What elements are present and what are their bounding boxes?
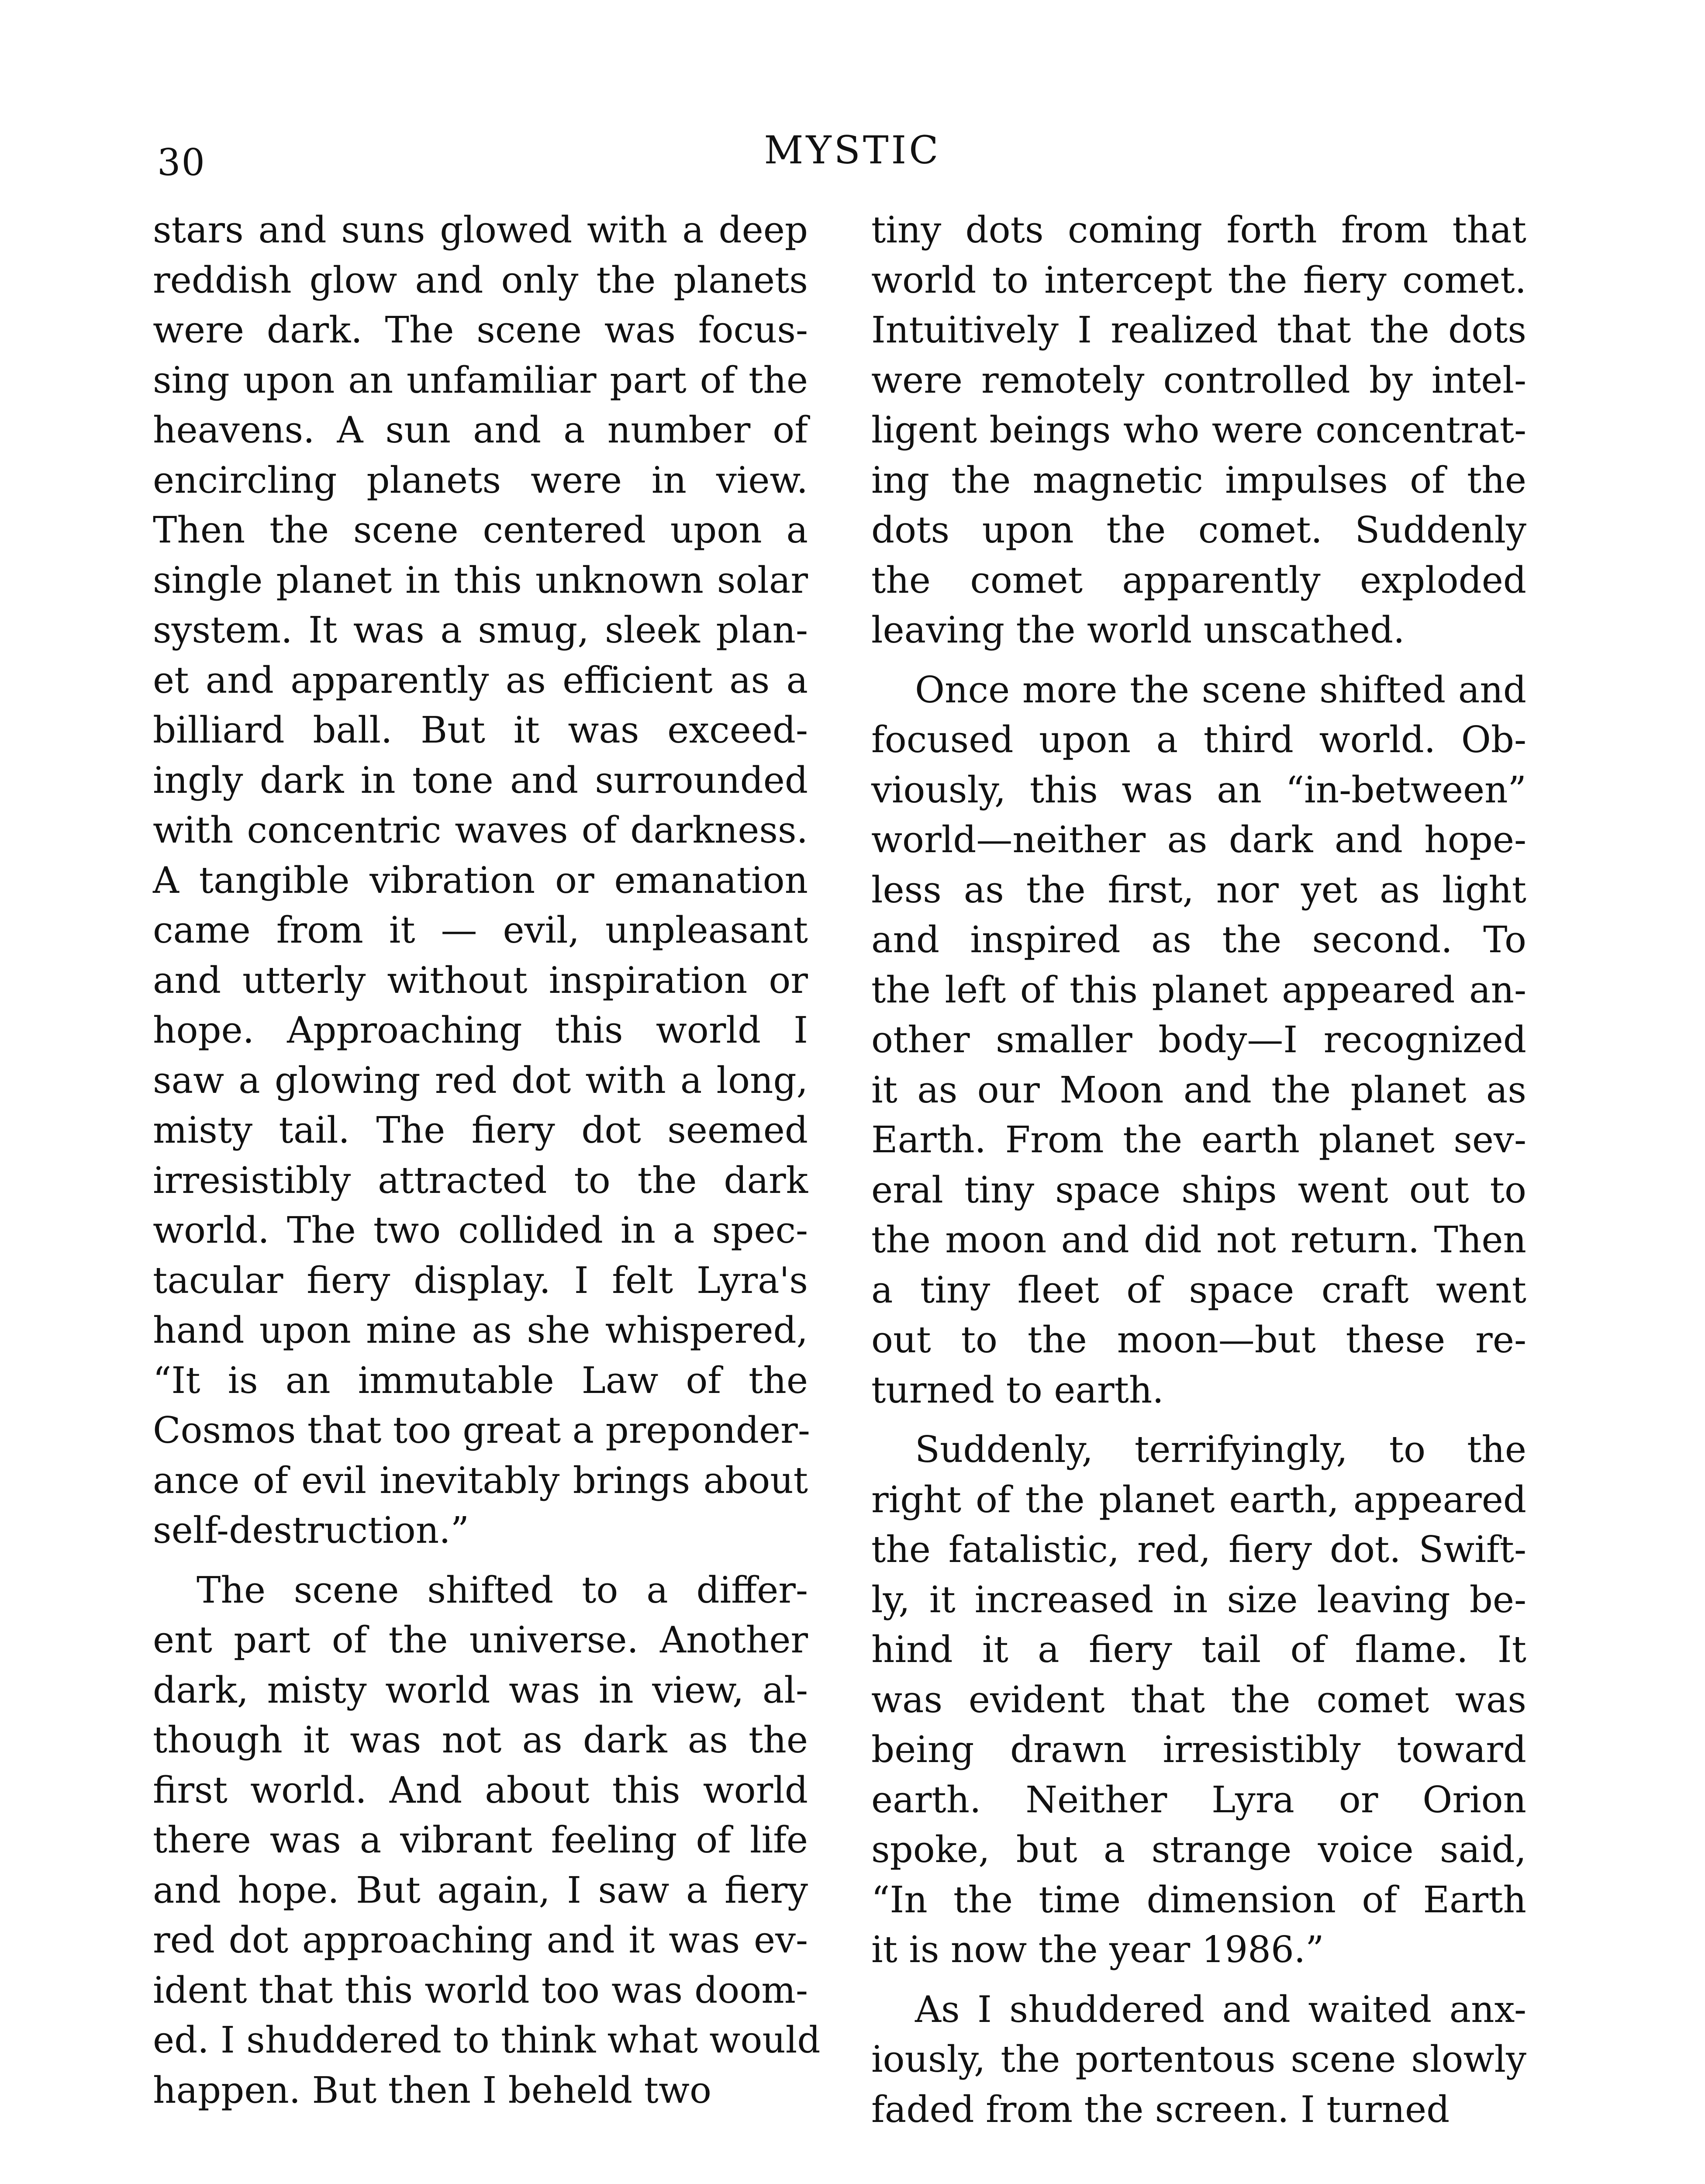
text-line: red dot approaching and it was ev-: [153, 1919, 808, 1961]
text-line: heavens. A sun and a number of: [153, 409, 808, 451]
text-line: world—neither as dark and hope-: [871, 819, 1526, 861]
text-line: ance of evil inevitably brings about: [153, 1459, 808, 1502]
text-line: it as our Moon and the planet as: [871, 1068, 1526, 1111]
text-line: turned to earth.: [871, 1368, 1164, 1411]
text-line: the moon and did not return. Then: [871, 1219, 1526, 1261]
running-head: MYSTIC: [764, 128, 941, 173]
text-line: ed. I shuddered to think what would: [153, 2019, 821, 2061]
text-line: single planet in this unknown solar: [153, 559, 808, 601]
text-line: out to the moon—but these re-: [871, 1319, 1526, 1361]
text-line: the comet apparently exploded: [871, 559, 1526, 601]
text-line: it is now the year 1986.”: [871, 1928, 1324, 1971]
text-line: hand upon mine as she whispered,: [153, 1309, 808, 1351]
text-line: The scene shifted to a differ-: [197, 1569, 808, 1611]
text-line: dark, misty world was in view, al-: [153, 1669, 808, 1711]
text-line: “It is an immutable Law of the: [153, 1359, 808, 1402]
text-line: were remotely controlled by intel-: [871, 359, 1526, 401]
text-line: Intuitively I realized that the dots: [871, 309, 1526, 351]
text-line: tacular fiery display. I felt Lyra's: [153, 1259, 808, 1302]
text-line: happen. But then I beheld two: [153, 2069, 711, 2111]
text-line: were dark. The scene was focus-: [153, 309, 808, 351]
text-line: being drawn irresistibly toward: [871, 1728, 1526, 1771]
text-line: “In the time dimension of Earth: [871, 1878, 1526, 1921]
text-line: iously, the portentous scene slowly: [871, 2038, 1526, 2080]
text-line: A tangible vibration or emanation: [153, 859, 808, 902]
text-line: system. It was a smug, sleek plan-: [153, 609, 808, 651]
text-line: sing upon an unfamiliar part of the: [153, 359, 808, 401]
text-line: a tiny fleet of space craft went: [871, 1268, 1526, 1311]
paragraph-gap: [871, 1415, 1526, 1425]
text-line: ent part of the universe. Another: [153, 1619, 808, 1661]
text-line: Earth. From the earth planet sev-: [871, 1119, 1526, 1161]
text-line: right of the planet earth, appeared: [871, 1478, 1526, 1521]
text-line: saw a glowing red dot with a long,: [153, 1059, 808, 1102]
text-line: though it was not as dark as the: [153, 1719, 808, 1761]
text-line: viously, this was an “in-between”: [871, 768, 1526, 811]
left-column: [153, 205, 821, 2115]
paragraph-gap: [871, 1975, 1526, 1985]
text-line: and utterly without inspiration or: [153, 959, 808, 1002]
text-line: was evident that the comet was: [871, 1678, 1526, 1721]
text-line: there was a vibrant feeling of life: [153, 1819, 808, 1861]
text-line: first world. And about this world: [153, 1769, 808, 1811]
text-line: eral tiny space ships went out to: [871, 1168, 1526, 1211]
text-line: less as the first, nor yet as light: [871, 868, 1526, 911]
text-line: irresistibly attracted to the dark: [153, 1159, 808, 1202]
page-number: 30: [157, 141, 206, 184]
text-line: Cosmos that too great a preponder-: [153, 1409, 810, 1451]
paragraph-gap: [153, 1556, 808, 1565]
text-line: ing the magnetic impulses of the: [871, 459, 1526, 501]
text-line: Suddenly, terrifyingly, to the: [915, 1428, 1526, 1471]
text-line: stars and suns glowed with a deep: [153, 209, 808, 251]
text-line: faded from the screen. I turned: [871, 2088, 1450, 2131]
text-line: the fatalistic, red, fiery dot. Swift-: [871, 1528, 1526, 1571]
text-line: As I shuddered and waited anx-: [915, 1988, 1526, 2031]
text-line: self-destruction.”: [153, 1509, 469, 1552]
text-line: ident that this world too was doom-: [153, 1969, 808, 2011]
text-line: world to intercept the fiery comet.: [871, 259, 1526, 301]
text-line: misty tail. The fiery dot seemed: [153, 1109, 808, 1151]
text-line: ligent beings who were concentrat-: [871, 409, 1526, 451]
text-line: earth. Neither Lyra or Orion: [871, 1778, 1526, 1821]
text-line: et and apparently as efficient as a: [153, 659, 808, 702]
text-line: and inspired as the second. To: [871, 919, 1526, 961]
text-line: Once more the scene shifted and: [915, 668, 1526, 711]
text-line: came from it — evil, unpleasant: [153, 909, 808, 951]
text-line: tiny dots coming forth from that: [871, 209, 1526, 251]
text-line: hind it a fiery tail of flame. It: [871, 1628, 1526, 1671]
text-line: leaving the world unscathed.: [871, 609, 1405, 651]
text-line: encircling planets were in view.: [153, 459, 808, 501]
text-line: dots upon the comet. Suddenly: [871, 509, 1526, 551]
text-line: focused upon a third world. Ob-: [871, 719, 1526, 761]
text-line: spoke, but a strange voice said,: [871, 1828, 1526, 1871]
paragraph-gap: [871, 656, 1526, 665]
text-line: ly, it increased in size leaving be-: [871, 1578, 1526, 1621]
text-line: Then the scene centered upon a: [153, 509, 808, 551]
text-line: world. The two collided in a spec-: [153, 1209, 808, 1251]
text-line: with concentric waves of darkness.: [153, 809, 808, 851]
text-line: the left of this planet appeared an-: [871, 968, 1526, 1011]
text-line: hope. Approaching this world I: [153, 1009, 808, 1051]
text-line: and hope. But again, I saw a fiery: [153, 1869, 808, 1911]
right-column: [871, 205, 1526, 2135]
text-line: ingly dark in tone and surrounded: [153, 759, 808, 802]
text-line: billiard ball. But it was exceed-: [153, 709, 808, 751]
text-line: reddish glow and only the planets: [153, 259, 808, 301]
text-line: other smaller body—I recognized: [871, 1019, 1526, 1061]
